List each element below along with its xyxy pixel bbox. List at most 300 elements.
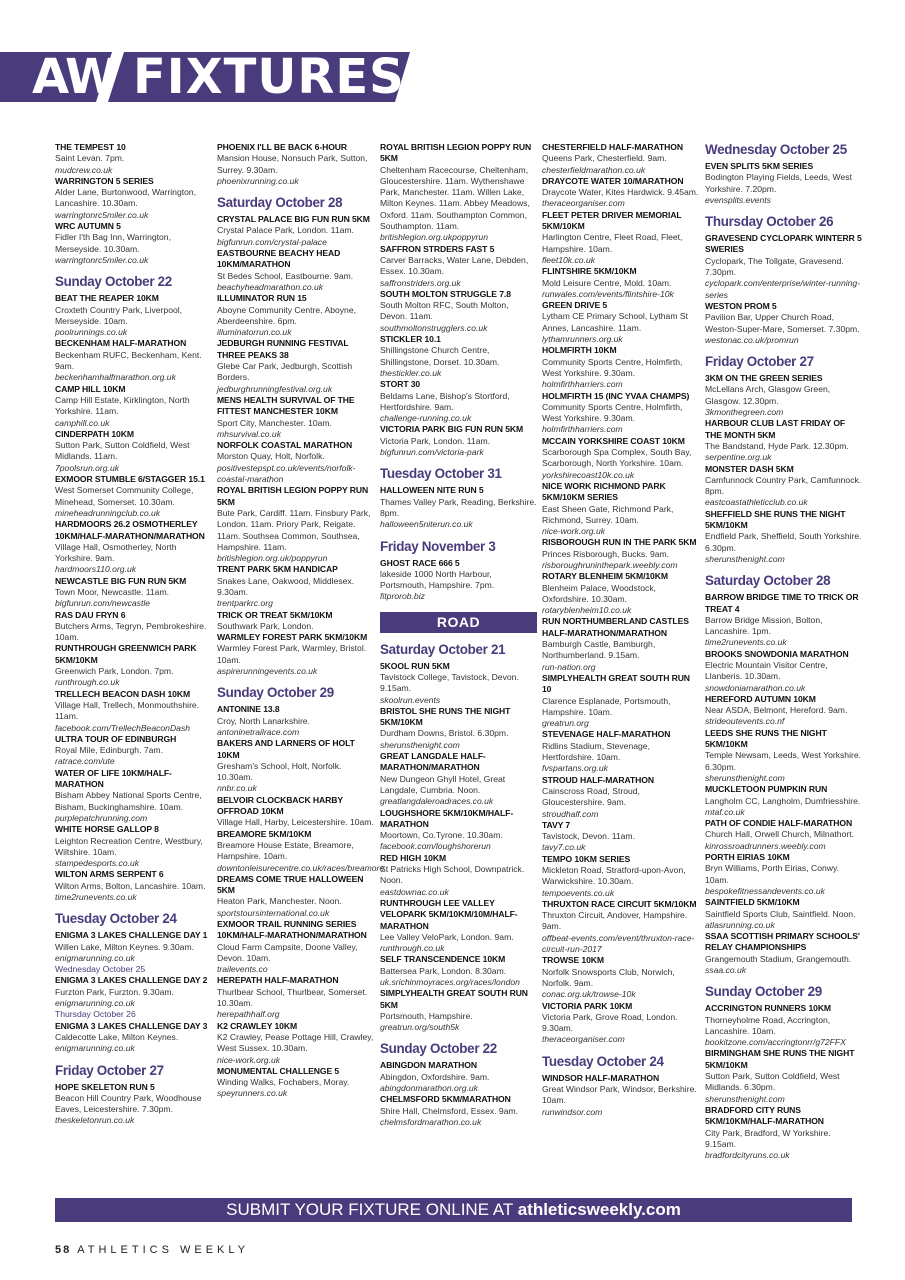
fixture-name: CHELMSFORD 5KM/MARATHON	[380, 1094, 511, 1105]
fixture-name: JEDBURGH RUNNING FESTIVAL THREE PEAKS 38	[217, 338, 349, 360]
fixture-name: ANTONINE 13.8	[217, 704, 280, 715]
fixture-website-link[interactable]: britishlegion.org.uk/poppyrun	[217, 553, 328, 564]
fixture-entry	[217, 975, 374, 1020]
fixture-name: MONUMENTAL CHALLENGE 5	[217, 1065, 340, 1076]
fixture-details: Church Hall, Orwell Church, Milnathort.	[705, 829, 855, 840]
fixture-website-link[interactable]: runwales.com/events/flintshire-10k	[542, 288, 674, 299]
fixture-website-link[interactable]: cyclopark.com/enterprise/winter-running-series	[705, 278, 861, 300]
fixture-details: Bamburgh Castle, Bamburgh, Northumberland. 9.15am.	[542, 639, 656, 661]
fixture-name: SHEFFIELD SHE RUNS THE NIGHT 5KM/10KM	[705, 508, 846, 531]
fixture-website-link[interactable]: purplepatchrunning.com	[55, 812, 148, 823]
fixture-details: Wilton Arms, Bolton, Lancashire. 10am.	[55, 880, 206, 891]
column-5	[705, 142, 862, 1161]
fixture-entry	[55, 1021, 212, 1055]
fixture-details: West Somerset Community College, Minehead, Somerset. 10.30am.	[55, 485, 194, 507]
fixture-details: Carver Barracks, Water Lane, Debden, Essex. 10.30am.	[380, 254, 529, 277]
fixture-name: EVEN SPLITS 5KM SERIES	[705, 161, 814, 171]
fixture-website-link[interactable]: mineheadrunningclub.co.uk	[55, 507, 161, 518]
fixture-entry	[217, 440, 374, 485]
fixture-name: BEAT THE REAPER 10KM	[55, 293, 159, 304]
date-heading: Saturday October 28	[705, 573, 831, 589]
fixture-name: ILLUMINATOR RUN 15	[217, 293, 307, 304]
fixture-entry	[55, 768, 212, 824]
fixture-name: 3KM ON THE GREEN SERIES	[705, 373, 823, 384]
fixture-website-link[interactable]: warringtonrc5miler.co.uk	[55, 209, 149, 220]
fixture-website-link[interactable]: enigmarunning.co.uk	[55, 998, 135, 1009]
fixture-name: NEWCASTLE BIG FUN RUN 5KM	[55, 575, 187, 586]
fixture-website-link[interactable]: herepathhalf.org	[217, 1009, 280, 1020]
fixture-name: BAKERS AND LARNERS OF HOLT 10KM	[217, 738, 355, 760]
fixture-entry	[705, 592, 862, 648]
fixture-website-link[interactable]: phoenixrunning.co.uk	[217, 175, 299, 186]
fixture-entry	[380, 289, 537, 334]
fixture-entry	[542, 729, 699, 774]
fixture-name: FLINTSHIRE 5KM/10KM	[542, 266, 637, 277]
fixture-website-link[interactable]: fleet10k.co.uk	[542, 254, 596, 265]
fixture-website-link[interactable]: mtaf.co.uk	[705, 806, 745, 817]
date-heading: Sunday October 29	[705, 984, 822, 1000]
fixture-entry	[705, 233, 862, 301]
fixture-details: Community Sports Centre, Holmfirth, West Yorkshire. 9.30am.	[542, 356, 683, 378]
fixture-entry	[542, 899, 699, 955]
fixture-details: Royal Mile, Edinburgh. 7am.	[55, 745, 163, 756]
fixture-website-link[interactable]: tavy7.co.uk	[542, 842, 586, 853]
fixture-details: Sutton Park, Sutton Coldfield, West Midlands. 6.30pm.	[705, 1071, 840, 1093]
fixture-website-link[interactable]: saffronstriders.org.uk	[380, 277, 461, 288]
submit-fixture-banner[interactable]	[55, 1198, 852, 1222]
fixture-name: WARRINGTON 5 SERIES	[55, 175, 154, 186]
fixture-details: Ridlins Stadium, Stevenage, Hertfordshire. 10am.	[542, 740, 650, 763]
fixture-details: Pavilion Bar, Upper Church Road, Weston-Super-Mare, Somerset. 7.30pm.	[705, 312, 860, 334]
fixture-details: Bodington Playing Fields, Leeds, West Yorkshire. 7.20pm.	[705, 172, 852, 194]
fixture-website-link[interactable]: greatlangdaleroadraces.co.uk	[380, 796, 494, 807]
fixture-website-link[interactable]: sherunsthenight.com	[705, 553, 785, 564]
fixture-name: HARDMOORS 26.2 OSMOTHERLEY 10KM/HALF-MARATHON/MARATHON	[55, 519, 205, 541]
fixture-details: Princes Risborough, Bucks. 9am.	[542, 548, 670, 559]
fixture-details: Village Hall, Trellech, Monmouthshire. 11am.	[55, 699, 200, 722]
fixture-name: HARBOUR CLUB LAST FRIDAY OF THE MONTH 5KM	[705, 418, 846, 440]
fixture-website-link[interactable]: theraceorganiser.com	[542, 198, 625, 209]
fixture-website-link[interactable]: yorkshirecoast10k.co.uk	[542, 469, 635, 480]
fixture-entry	[542, 300, 699, 345]
fixture-name: TRICK OR TREAT 5KM/10KM	[217, 609, 333, 620]
date-heading: Wednesday October 25	[705, 142, 847, 157]
fixture-name: BREAMORE 5KM/10KM	[217, 828, 312, 839]
fixture-website-link[interactable]: bookitzone.com/accringtonrr/g72FFX	[705, 1037, 846, 1048]
fixture-details: St Bedes School, Eastbourne. 9am.	[217, 270, 354, 281]
fixture-website-link[interactable]: greatrun.org/south5k	[380, 1022, 460, 1033]
fixture-details: Snakes Lane, Oakwood, Middlesex. 9.30am.	[217, 575, 355, 597]
fixture-details: Cheltenham Racecourse, Cheltenham, Gloucestershire. 11am. Wythenshawe Park, Manchester. 11am. Willen Lake, Milton Keynes. 11am. Abbey Meadows, Oxford. 11am. Southampton Common, Southampton. 11am.	[380, 164, 530, 232]
fixture-website-link[interactable]: fitprorob.biz	[380, 591, 425, 602]
fixture-entry	[55, 519, 212, 575]
fixture-entry	[542, 1001, 699, 1046]
fixture-entry	[55, 384, 212, 429]
fixture-website-link[interactable]: jedburghrunningfestival.org.uk	[217, 383, 333, 394]
fixture-website-link[interactable]: 3kmonthegreen.com	[705, 407, 784, 418]
fixture-website-link[interactable]: positivestepspt.co.uk/events/norfolk-coastal-marathon	[217, 462, 356, 485]
date-heading: Saturday October 28	[217, 195, 343, 211]
fixture-entry	[217, 874, 374, 919]
fixture-name: BRISTOL SHE RUNS THE NIGHT 5KM/10KM	[380, 705, 511, 728]
fixture-details: Great Windsor Park, Windsor, Berkshire. 10am.	[542, 1084, 697, 1106]
fixture-details: Bute Park, Cardiff. 11am. Finsbury Park, London. 11am. Priory Park, Reigate. 11am. Southsea Common, Southsea, Hampshire. 11am.	[217, 507, 371, 552]
fixture-entry	[217, 919, 374, 975]
fixture-details: Draycote Water, Kites Hardwick. 9.45am.	[542, 187, 699, 198]
fixture-name: TRELLECH BEACON DASH 10KM	[55, 688, 191, 699]
fixture-website-link[interactable]: challenge-running.co.uk	[380, 413, 472, 424]
fixture-details: Bisham Abbey National Sports Centre, Bisham, Buckinghamshire. 10am.	[55, 790, 202, 812]
fixture-website-link[interactable]: speyrunners.co.uk	[217, 1088, 288, 1099]
fixture-website-link[interactable]: eastdownac.co.uk	[380, 886, 449, 897]
fixture-details: Shire Hall, Chelmsford, Essex. 9am.	[380, 1105, 519, 1116]
fixture-name: SELF TRANSCENDENCE 10KM	[380, 954, 506, 965]
fixture-details: Grangemouth Stadium, Grangemouth.	[705, 953, 852, 964]
fixture-entry	[542, 391, 699, 436]
fixture-website-link[interactable]: stroudhalf.com	[542, 808, 599, 819]
fixture-name: PHOENIX I'LL BE BACK 6-HOUR	[217, 142, 348, 152]
fixture-website-link[interactable]: sherunsthenight.com	[380, 739, 460, 750]
fixture-details: Shillingstone Church Centre, Shillingstone, Dorset. 10.30am.	[380, 345, 500, 367]
fixture-entry	[542, 481, 699, 537]
fixture-website-link[interactable]: holmfirthharriers.com	[542, 379, 623, 390]
page-footer	[55, 1244, 249, 1256]
fixture-website-link[interactable]: bradfordcityruns.co.uk	[705, 1150, 790, 1161]
fixture-name: ROYAL BRITISH LEGION POPPY RUN 5KM	[380, 142, 532, 164]
fixture-website-link[interactable]: bigfunrun.com/victoria-park	[380, 447, 484, 458]
fixture-website-link[interactable]: westonac.co.uk/promrun	[705, 334, 799, 345]
fixture-website-link[interactable]: atlasrunning.co.uk	[705, 919, 775, 930]
fixture-name: 5KOOL RUN 5KM	[380, 660, 450, 671]
fixture-name: ENIGMA 3 LAKES CHALLENGE DAY 2	[55, 975, 208, 986]
fixture-website-link[interactable]: snowdoniamarathon.co.uk	[705, 682, 806, 693]
fixture-details: Fidler I'th Bag Inn, Warrington, Merseyside. 10.30am.	[55, 232, 171, 254]
fixture-entry	[217, 738, 374, 794]
fixture-website-link[interactable]: camphill.co.uk	[55, 417, 110, 428]
fixture-details: Cloud Farm Campsite, Doone Valley, Devon. 10am.	[217, 941, 358, 963]
fixture-name: WINDSOR HALF-MARATHON	[542, 1072, 660, 1083]
fixture-website-link[interactable]: runwindsor.com	[542, 1106, 603, 1117]
fixture-website-link[interactable]: rotaryblenheim10.co.uk	[542, 605, 632, 616]
submit-site-link[interactable]: athleticsweekly.com	[517, 1200, 681, 1219]
fixture-entry	[380, 988, 537, 1033]
fixture-details: Thorneyholme Road, Accrington, Lancashire. 10am.	[705, 1014, 831, 1036]
fixture-website-link[interactable]: britishlegion.org.ukpoppyrun	[380, 232, 488, 243]
fixture-details: Saintfield Sports Club, Saintfield. Noon.	[705, 908, 856, 919]
date-heading: Sunday October 22	[380, 1041, 497, 1057]
fixture-details: Endfield Park, Sheffield, South Yorkshire. 6.30pm.	[705, 531, 862, 553]
fixture-details: Thruxton Circuit, Andover, Hampshire. 9am.	[542, 910, 688, 932]
fixture-name: RED HIGH 10KM	[380, 852, 447, 863]
fixture-website-link[interactable]: illuminatorrun.co.uk	[217, 327, 292, 338]
fixture-name: GRAVESEND CYCLOPARK WINTERR 5 SWERIES	[705, 233, 862, 255]
fixture-website-link[interactable]: sportstoursinternational.co.uk	[217, 907, 330, 918]
fixture-website-link[interactable]: run-nation.org	[542, 661, 596, 672]
fixture-name: TEMPO 10KM SERIES	[542, 853, 631, 864]
fixture-name: ABINGDON MARATHON	[380, 1060, 477, 1071]
fixture-website-link[interactable]: ssaa.co.uk	[705, 965, 747, 975]
fixture-website-link[interactable]: bigfunrun.com/newcastle	[55, 598, 151, 609]
fixture-details: Camp Hill Estate, Kirklington, North Yorkshire. 11am.	[55, 394, 190, 417]
fixture-website-link[interactable]: trailevents.co	[217, 964, 268, 975]
fixture-entry	[542, 775, 699, 820]
column-1	[55, 142, 212, 1127]
fixture-website-link[interactable]: bigfunrun.com/crystal-palace	[217, 236, 327, 247]
fixture-name: WESTON PROM 5	[705, 300, 777, 311]
fixture-entry	[542, 345, 699, 390]
fixture-details: Glebe Car Park, Jedburgh, Scottish Borders.	[217, 361, 353, 383]
fixture-name: THRUXTON RACE CIRCUIT 5KM/10KM	[542, 898, 697, 909]
fixture-name: BIRMINGHAM SHE RUNS THE NIGHT 5KM/10KM	[705, 1048, 855, 1070]
fixture-website-link[interactable]: uk.srichinmoyraces.org/races/london	[380, 977, 520, 987]
fixture-website-link[interactable]: strideoutevents.co.nf	[705, 716, 785, 727]
fixture-website-link[interactable]: nice-work.org.uk	[217, 1054, 281, 1065]
fixture-details: Morston Quay, Holt, Norfolk.	[217, 451, 325, 462]
fixture-website-link[interactable]: greatrun.org	[542, 718, 589, 729]
fixture-name: RUNTHROUGH LEE VALLEY VELOPARK 5KM/10KM/10M/HALF-MARATHON	[380, 897, 518, 931]
fixture-entry	[217, 632, 374, 677]
fixture-website-link[interactable]: chelmsfordmarathon.co.uk	[380, 1116, 482, 1127]
fixture-website-link[interactable]: thestickler.co.uk	[380, 367, 442, 378]
fixture-details: Durdham Downs, Bristol. 6.30pm.	[380, 728, 509, 739]
fixture-name: ACCRINGTON RUNNERS 10KM	[705, 1003, 831, 1014]
fixture-entry	[705, 694, 862, 728]
fixture-entry	[380, 334, 537, 379]
fixture-entry	[217, 395, 374, 440]
fixture-name: HEREPATH HALF-MARATHON	[217, 975, 339, 986]
fixture-website-link[interactable]: bespokefitnessandevents.co.uk	[705, 885, 825, 896]
fixture-website-link[interactable]: skoolrun.events	[380, 694, 441, 705]
fixture-entry	[542, 176, 699, 210]
fixture-entry	[55, 142, 212, 176]
fixture-entry	[380, 898, 537, 954]
fixture-website-link[interactable]: offbeat-events.com/event/thruxton-race-circuit-run-2017	[542, 932, 695, 955]
fixture-entry	[542, 210, 699, 266]
fixture-name: CHESTERFIELD HALF-MARATHON	[542, 142, 683, 152]
fixture-details: Mansion House, Nonsuch Park, Sutton, Surrey. 9.30am.	[217, 153, 368, 175]
fixture-website-link[interactable]: mhsurvival.co.uk	[217, 428, 281, 439]
fixture-website-link[interactable]: beckenhamhalfmarathon.org.uk	[55, 372, 176, 383]
fixture-name: BELVOIR CLOCKBACK HARBY OFFROAD 10KM	[217, 794, 343, 817]
fixture-website-link[interactable]: nnbr.co.uk	[217, 783, 257, 794]
fixture-website-link[interactable]: downtonleisurecentre.co.uk/races/breamore	[217, 862, 385, 873]
fixture-website-link[interactable]: southmoltonstrugglers.co.uk	[380, 322, 488, 333]
fixture-website-link[interactable]: aspirerunningevents.co.uk	[217, 666, 318, 677]
fixture-entry	[705, 1105, 862, 1161]
fixture-details: Portsmouth, Hampshire.	[380, 1010, 473, 1021]
fixture-website-link[interactable]: ratrace.com/ute	[55, 756, 115, 767]
fixture-name: RUN NORTHUMBERLAND CASTLES HALF-MARATHON/MARATHON	[542, 616, 689, 638]
fixture-entry	[705, 1048, 862, 1104]
fixture-name: NORFOLK COASTAL MARATHON	[217, 440, 353, 451]
fixture-website-link[interactable]: runthrough.co.uk	[55, 677, 120, 688]
fixture-details: Croy, North Lanarkshire.	[217, 715, 310, 726]
fixture-entry	[705, 784, 862, 818]
column-4	[542, 142, 699, 1118]
fixture-details: Blenheim Palace, Woodstock, Oxfordshire. 10.30am.	[542, 582, 657, 604]
fixture-name: MUCKLETOON PUMPKIN RUN	[705, 784, 828, 795]
fixture-name: WHITE HORSE GALLOP 8	[55, 824, 159, 835]
fixture-name: BRADFORD CITY RUNS 5KM/10KM/HALF-MARATHON	[705, 1104, 824, 1127]
fixture-entry	[380, 661, 537, 706]
fixture-entry	[705, 301, 862, 346]
fixture-entry	[55, 975, 212, 1009]
fixture-details: Caldecotte Lake, Milton Keynes.	[55, 1031, 179, 1042]
fixture-website-link[interactable]: chesterfieldmarathon.co.uk	[542, 164, 646, 175]
fixture-website-link[interactable]: tempoevents.co.uk	[542, 887, 615, 898]
fixture-name: FLEET PETER DRIVER MEMORIAL 5KM/10KM	[542, 209, 682, 232]
date-heading: Tuesday October 24	[55, 911, 177, 927]
fixture-website-link[interactable]: antoninetrailrace.com	[217, 726, 300, 737]
fixture-entry	[380, 1094, 537, 1128]
fixture-name: SIMPLYHEALTH GREAT SOUTH RUN 10	[542, 672, 690, 695]
fixture-website-link[interactable]: hardmoors110.org.uk	[55, 564, 137, 575]
fixture-details: Community Sports Centre, Holmfirth, West Yorkshire. 9.30am.	[542, 401, 683, 424]
fixture-entry	[380, 954, 537, 988]
fixture-website-link[interactable]: warringtonrc5miler.co.uk	[55, 254, 149, 265]
fixture-name: PATH OF CONDIE HALF-MARATHON	[705, 818, 853, 829]
fixture-details: Thurlbear School, Thurlbear, Somerset. 10.30am.	[217, 986, 368, 1009]
column-3	[380, 142, 537, 1128]
date-heading: Friday November 3	[380, 538, 496, 554]
fixture-name: ENIGMA 3 LAKES CHALLENGE DAY 3	[55, 1020, 208, 1031]
fixture-entry	[542, 854, 699, 899]
fixture-entry	[217, 795, 374, 829]
fixture-website-link[interactable]: 7poolsrun.org.uk	[55, 462, 120, 473]
fixture-details: South Molton RFC, South Molton, Devon. 11am.	[380, 300, 509, 322]
fixture-entry	[705, 509, 862, 565]
fixture-details: Aboyne Community Centre, Aboyne, Aberdeenshire. 6pm.	[217, 304, 357, 326]
fixture-website-link[interactable]: lythamrunners.org.uk	[542, 334, 623, 345]
fixture-name: SIMPLYHEALTH GREAT SOUTH RUN 5KM	[380, 988, 528, 1010]
fixture-website-link[interactable]: risboroughruninthepark.weebly.com	[542, 559, 678, 570]
fixture-name: HOPE SKELETON RUN 5	[55, 1081, 155, 1092]
fixture-details: Sutton Park, Sutton Coldfield, West Midlands. 11am.	[55, 440, 190, 462]
fixture-details: Heaton Park, Manchester. Noon.	[217, 896, 342, 907]
fixture-website-link[interactable]: fvspartans.org.uk	[542, 763, 608, 774]
fixture-name: RUNTHROUGH GREENWICH PARK 5KM/10KM	[55, 643, 197, 665]
fixture-entry	[217, 248, 374, 293]
fixture-website-link[interactable]: halloween5niterun.co.uk	[380, 519, 473, 530]
fixture-website-link[interactable]: evensplits.events	[705, 194, 771, 205]
fixture-website-link[interactable]: poolrunnings.co.uk	[55, 327, 128, 338]
fixture-name: K2 CRAWLEY 10KM	[217, 1020, 297, 1031]
fixture-name: VICTORIA PARK BIG FUN RUN 5KM	[380, 424, 524, 435]
fixture-website-link[interactable]: kinrossroadrunners.weebly.com	[705, 840, 826, 851]
fixture-website-link[interactable]: nice-work.org.uk	[542, 526, 606, 537]
fixture-entry	[705, 931, 862, 976]
fixture-details: Cyclopark, The Tollgate, Gravesend. 7.30pm.	[705, 255, 844, 278]
fixture-details: Barrow Bridge Mission, Bolton, Lancashire. 1pm.	[705, 614, 823, 637]
fixture-entry	[55, 429, 212, 474]
fixture-website-link[interactable]: time2runevents.co.uk	[705, 637, 787, 648]
fixture-details: Greenwich Park, London. 7pm.	[55, 666, 174, 677]
fixture-details: Beldams Lane, Bishop's Stortford, Hertfordshire. 9am.	[380, 390, 510, 412]
fixture-details: The Bandstand, Hyde Park. 12.30pm.	[705, 440, 849, 451]
fixture-details: Breamore House Estate, Breamore, Hampshire. 10am.	[217, 839, 354, 862]
fixture-entry	[55, 176, 212, 221]
section-header-road: ROAD	[380, 612, 537, 633]
fixture-website-link[interactable]: facebook.com/TrellechBeaconDash	[55, 722, 191, 733]
fixture-website-link[interactable]: facebook.com/loughshorerun	[380, 841, 491, 852]
fixture-name: CINDERPATH 10KM	[55, 428, 134, 439]
fixture-website-link[interactable]: sherunsthenight.com	[705, 1093, 785, 1104]
fixture-name: GREAT LANGDALE HALF-MARATHON/MARATHON	[380, 751, 486, 773]
fixture-website-link[interactable]: theskeletonrun.co.uk	[55, 1115, 135, 1126]
fixture-name: GREEN DRIVE 5	[542, 300, 608, 311]
fixture-details: Bryn Williams, Porth Eirias, Conwy. 10am.	[705, 863, 840, 885]
fixture-name: WILTON ARMS SERPENT 6	[55, 869, 164, 880]
fixture-entry	[55, 824, 212, 869]
fixture-details: Norfolk Snowsports Club, Norwich, Norfolk. 9am.	[542, 966, 675, 988]
fixture-details: Victoria Park, London. 11am.	[380, 435, 491, 446]
fixture-details: New Dungeon Ghyll Hotel, Great Langdale, Cumbria. Noon.	[380, 773, 506, 795]
fixture-website-link[interactable]: beachyheadmarathon.co.uk	[217, 281, 324, 292]
fixture-website-link[interactable]: abingdonmarathon.org.uk	[380, 1083, 478, 1094]
fixture-details: lakeside 1000 North Harbour, Portsmouth, Hampshire. 7pm.	[380, 568, 495, 591]
fixture-name: RISBOROUGH RUN IN THE PARK 5KM	[542, 537, 697, 548]
fixture-entry	[380, 706, 537, 751]
fixture-details: Electric Mountain Visitor Centre, Llanberis. 10.30am.	[705, 659, 828, 682]
fixture-name: SSAA SCOTTISH PRIMARY SCHOOLS' RELAY CHAMPIONSHIPS	[705, 931, 860, 953]
date-heading: Friday October 27	[55, 1062, 164, 1078]
fixture-website-link[interactable]: time2runevents.co.uk	[55, 892, 137, 902]
fixture-website-link[interactable]: runthrough.co.uk	[380, 943, 445, 954]
fixture-entry	[705, 418, 862, 463]
fixtures-banner	[0, 49, 410, 105]
fixture-details: Battersea Park, London. 8.30am.	[380, 965, 507, 976]
fixture-entry	[542, 142, 699, 176]
fixture-details: Saint Levan. 7pm.	[55, 153, 125, 164]
fixture-entry	[55, 221, 212, 266]
fixture-details: Sport City, Manchester. 10am.	[217, 417, 332, 428]
fixtures-listing	[55, 142, 862, 1194]
fixture-entry	[217, 142, 374, 187]
brand-logo: AW	[32, 49, 116, 105]
fixture-entry	[705, 897, 862, 931]
fixture-website-link[interactable]: conac.org.uk/trowse-10k	[542, 989, 636, 1000]
fixture-website-link[interactable]: enigmarunning.co.uk	[55, 1043, 135, 1054]
fixture-website-link[interactable]: enigmarunning.co.uk	[55, 952, 135, 963]
fixture-website-link[interactable]: sherunsthenight.com	[705, 772, 785, 783]
fixture-details: Langholm CC, Langholm, Dumfriesshire.	[705, 795, 861, 806]
fixture-name: LOUGHSHORE 5KM/10KM/HALF-MARATHON	[380, 807, 514, 829]
fixture-website-link[interactable]: eastcoastathleticclub.co.uk	[705, 497, 808, 508]
publication-name: ATHLETICS WEEKLY	[77, 1244, 250, 1256]
fixture-entry	[705, 818, 862, 852]
fixture-website-link[interactable]: serpentine.org.uk	[705, 452, 772, 463]
fixture-entry	[55, 643, 212, 688]
fixture-name: BECKENHAM HALF-MARATHON	[55, 338, 187, 349]
date-heading: Saturday October 21	[380, 641, 506, 657]
fixture-website-link[interactable]: theraceorganiser.com	[542, 1034, 625, 1045]
fixture-name: WRC AUTUMN 5	[55, 221, 121, 232]
fixture-website-link[interactable]: mudcrew.co.uk	[55, 164, 113, 175]
fixture-entry	[380, 485, 537, 530]
fixture-website-link[interactable]: stampedesports.co.uk	[55, 858, 140, 869]
fixture-details: City Park, Bradford, W Yorkshire. 9.15am.	[705, 1127, 831, 1149]
fixture-entry	[542, 955, 699, 1000]
fixture-website-link[interactable]: holmfirthharriers.com	[542, 424, 623, 435]
fixture-entry	[55, 869, 212, 903]
fixture-website-link[interactable]: trentparkrc.org	[217, 598, 273, 609]
fixture-name: STORT 30	[380, 379, 421, 390]
fixture-details: McLellans Arch, Glasgow Green, Glasgow. 12.30pm.	[705, 384, 831, 406]
fixture-name: DRAYCOTE WATER 10/MARATHON	[542, 175, 684, 186]
fixture-entry	[55, 293, 212, 338]
fixture-name: BARROW BRIDGE TIME TO TRICK OR TREAT 4	[705, 592, 859, 614]
fixture-name: HEREFORD AUTUMN 10KM	[705, 693, 816, 704]
